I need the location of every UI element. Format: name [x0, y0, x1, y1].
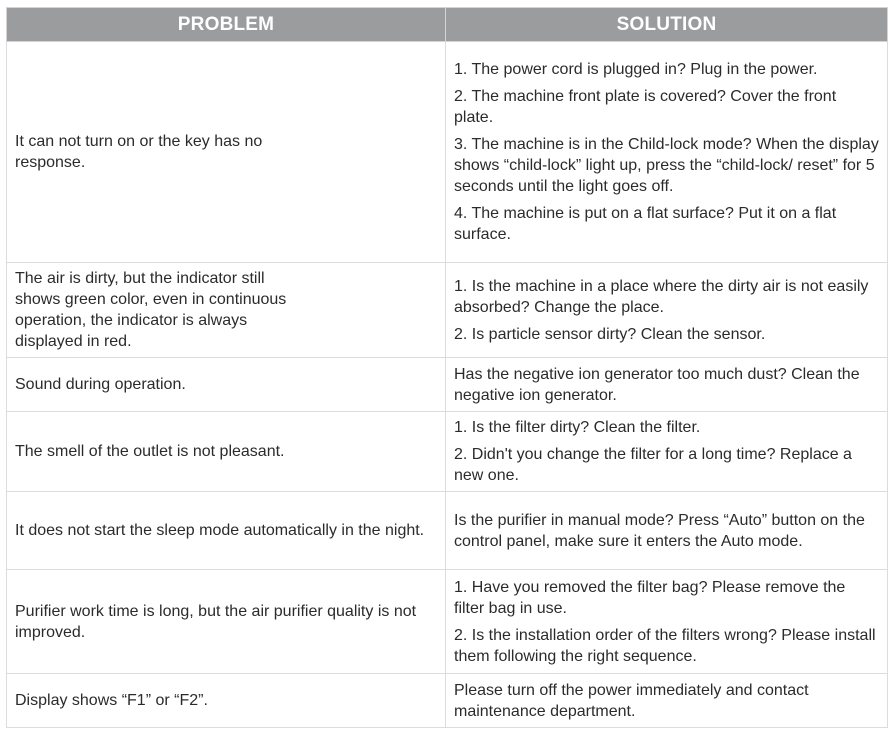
- problem-cell: It does not start the sleep mode automatically in the night.: [7, 492, 446, 570]
- table-header-row: [7, 8, 888, 42]
- solution-item: Please turn off the power immediately and contact maintenance department.: [454, 681, 809, 720]
- table-row: [7, 570, 888, 674]
- problem-cell: Display shows “F1” or “F2”.: [7, 674, 446, 728]
- table-row: [7, 358, 888, 412]
- solution-cell: [446, 492, 888, 570]
- solution-item: 3. The machine is in the Child-lock mode? When the display shows “child-lock” light up, press the “child-lock/ reset” for 5 seconds until the light goes off.: [454, 136, 879, 195]
- solution-cell: [446, 42, 888, 263]
- problem-cell: The smell of the outlet is not pleasant.: [7, 412, 446, 492]
- header-solution: SOLUTION: [446, 8, 888, 42]
- problem-cell: It can not turn on or the key has no response.: [7, 42, 446, 263]
- solution-item: 2. Is the installation order of the filters wrong? Please install them following the right sequence.: [454, 626, 876, 665]
- solution-item: 2. Didn't you change the filter for a long time? Replace a new one.: [454, 446, 852, 484]
- solution-cell: [446, 674, 888, 728]
- header-problem: PROBLEM: [7, 8, 446, 42]
- solution-item: 1. Have you removed the filter bag? Please remove the filter bag in use.: [454, 578, 846, 617]
- table-row: [7, 492, 888, 570]
- table-row: [7, 674, 888, 728]
- solution-item: 2. Is particle sensor dirty? Clean the sensor.: [454, 325, 766, 343]
- solution-item: 2. The machine front plate is covered? Cover the front plate.: [454, 88, 837, 126]
- solution-cell: [446, 358, 888, 412]
- solution-cell: [446, 263, 888, 358]
- problem-cell: The air is dirty, but the indicator still shows green color, even in continuous operation, the indicator is always displayed in red.: [7, 263, 446, 358]
- solution-cell: [446, 412, 888, 492]
- solution-item: 1. Is the machine in a place where the dirty air is not easily absorbed? Change the place.: [454, 277, 869, 316]
- table-row: [7, 42, 888, 263]
- problem-cell: Purifier work time is long, but the air purifier quality is not improved.: [7, 570, 446, 674]
- table-row: [7, 412, 888, 492]
- table-row: [7, 263, 888, 358]
- solution-item: 1. The power cord is plugged in? Plug in the power.: [454, 61, 818, 78]
- solution-item: Is the purifier in manual mode? Press “Auto” button on the control panel, make sure it enters the Auto mode.: [454, 511, 865, 550]
- solution-item: 4. The machine is put on a flat surface? Put it on a flat surface.: [454, 205, 837, 243]
- solution-item: Has the negative ion generator too much dust? Clean the negative ion generator.: [454, 365, 860, 404]
- problem-cell: Sound during operation.: [7, 358, 446, 412]
- solution-cell: [446, 570, 888, 674]
- troubleshooting-table: [6, 7, 888, 728]
- solution-item: 1. Is the filter dirty? Clean the filter.: [454, 419, 701, 436]
